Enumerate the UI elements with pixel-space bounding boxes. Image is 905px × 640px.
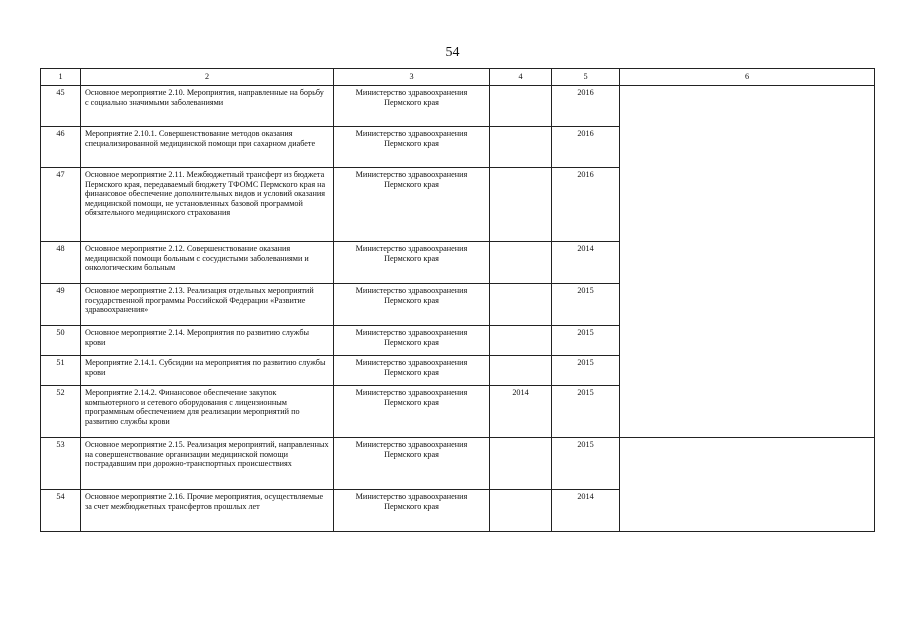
measure-name: Основное мероприятие 2.11. Межбюджетный трансферт из бюджета Пермского края, передаваемый бюджету ТФОМС Пермского края на финансовое обеспечение дополнительных видов и условий оказания медицинской помощи, не установленных базовой программой обязательного медицинского страхования	[81, 168, 334, 242]
end-year: 2016	[552, 86, 620, 127]
row-number: 48	[41, 242, 81, 284]
row-number: 46	[41, 127, 81, 168]
end-year: 2014	[552, 490, 620, 532]
start-year	[490, 438, 552, 490]
row-number: 51	[41, 356, 81, 386]
measure-name: Основное мероприятие 2.10. Мероприятия, направленные на борьбу с социально значимыми заболеваниями	[81, 86, 334, 127]
start-year	[490, 168, 552, 242]
start-year: 2014	[490, 386, 552, 438]
start-year	[490, 490, 552, 532]
measure-name: Мероприятие 2.14.1. Субсидии на мероприятия по развитию службы крови	[81, 356, 334, 386]
measure-name: Основное мероприятие 2.12. Совершенствование оказания медицинской помощи больным с сосудистыми заболеваниями и онкологическим больным	[81, 242, 334, 284]
end-year: 2016	[552, 127, 620, 168]
measure-name: Основное мероприятие 2.16. Прочие мероприятия, осуществляемые за счет межбюджетных трансфертов прошлых лет	[81, 490, 334, 532]
executor: Министерство здравоохранения Пермского края	[334, 386, 490, 438]
header-col-4: 4	[490, 69, 552, 86]
row-number: 45	[41, 86, 81, 127]
column-6-cell	[620, 438, 875, 532]
header-col-5: 5	[552, 69, 620, 86]
page-number: 54	[445, 45, 460, 60]
row-number: 52	[41, 386, 81, 438]
executor: Министерство здравоохранения Пермского края	[334, 86, 490, 127]
measure-name: Основное мероприятие 2.14. Мероприятия по развитию службы крови	[81, 326, 334, 356]
measure-name: Основное мероприятие 2.15. Реализация мероприятий, направленных на совершенствование организации медицинской помощи пострадавшим при дорожно-транспортных происшествиях	[81, 438, 334, 490]
executor: Министерство здравоохранения Пермского края	[334, 242, 490, 284]
start-year	[490, 86, 552, 127]
end-year: 2015	[552, 326, 620, 356]
end-year: 2015	[552, 284, 620, 326]
row-number: 50	[41, 326, 81, 356]
measure-name: Мероприятие 2.14.2. Финансовое обеспечение закупок компьютерного и сетевого оборудования с лицензионным программным обеспечением для реализации мероприятий по развитию службы крови	[81, 386, 334, 438]
start-year	[490, 284, 552, 326]
executor: Министерство здравоохранения Пермского края	[334, 326, 490, 356]
header-col-1: 1	[41, 69, 81, 86]
header-col-2: 2	[81, 69, 334, 86]
end-year: 2015	[552, 438, 620, 490]
start-year	[490, 326, 552, 356]
executor: Министерство здравоохранения Пермского края	[334, 490, 490, 532]
table-header-row	[41, 69, 875, 86]
start-year	[490, 127, 552, 168]
table-row	[41, 86, 875, 127]
column-6-cell	[620, 86, 875, 438]
executor: Министерство здравоохранения Пермского края	[334, 284, 490, 326]
table-row	[41, 438, 875, 490]
end-year: 2014	[552, 242, 620, 284]
measure-name: Основное мероприятие 2.13. Реализация отдельных мероприятий государственной программы Российской Федерации «Развитие здравоохранения»	[81, 284, 334, 326]
executor: Министерство здравоохранения Пермского края	[334, 356, 490, 386]
end-year: 2016	[552, 168, 620, 242]
end-year: 2015	[552, 386, 620, 438]
row-number: 47	[41, 168, 81, 242]
row-number: 54	[41, 490, 81, 532]
row-number: 49	[41, 284, 81, 326]
executor: Министерство здравоохранения Пермского края	[334, 168, 490, 242]
start-year	[490, 242, 552, 284]
measures-table	[40, 68, 875, 532]
executor: Министерство здравоохранения Пермского края	[334, 438, 490, 490]
measure-name: Мероприятие 2.10.1. Совершенствование методов оказания специализированной медицинской помощи при сахарном диабете	[81, 127, 334, 168]
start-year	[490, 356, 552, 386]
header-col-6: 6	[620, 69, 875, 86]
row-number: 53	[41, 438, 81, 490]
end-year: 2015	[552, 356, 620, 386]
executor: Министерство здравоохранения Пермского края	[334, 127, 490, 168]
header-col-3: 3	[334, 69, 490, 86]
